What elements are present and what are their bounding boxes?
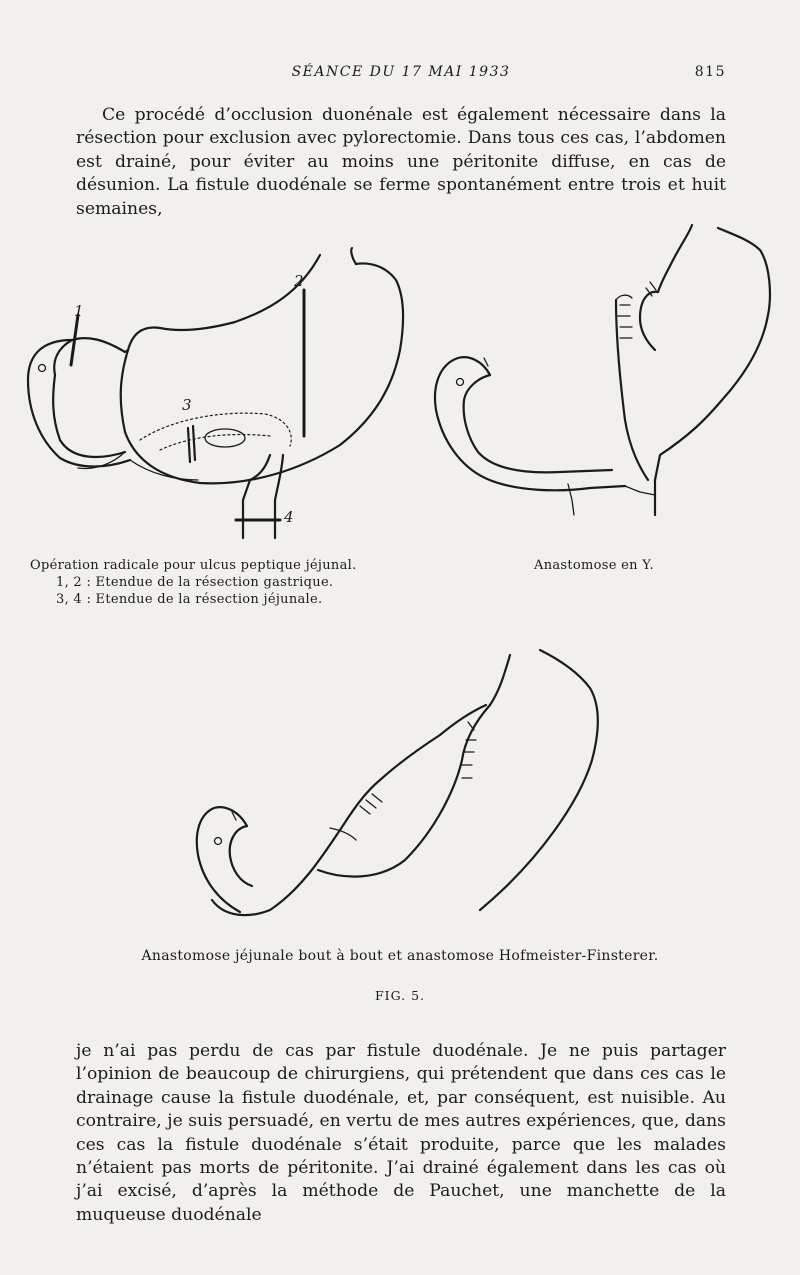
figure-label-2: 2 [294, 272, 304, 290]
caption-left-line-3: 3, 4 : Etendue de la résection jéjunale. [56, 592, 323, 607]
drawing-y-anastomosis [435, 225, 770, 515]
caption-radical-operation [30, 557, 450, 608]
figure-label-4: 4 [284, 508, 294, 526]
paragraph-top-text: Ce procédé d’occlusion duonénale est également nécessaire dans la résection pour exclusion avec pylorectomie. Dans tous ces cas, l’abdomen est drainé, pour éviter au moins une péritonite diffuse, en cas de désunion. La fistule duodénale se ferme spontanément entre trois et huit semaines, [76, 105, 726, 219]
page-number: 815 [694, 64, 726, 80]
caption-left-line-1: Opération radicale pour ulcus peptique jéjunal. [30, 558, 357, 573]
drawing-end-to-end-anastomosis [197, 650, 598, 915]
caption-left-line-2: 1, 2 : Etendue de la résection gastrique. [56, 575, 334, 590]
running-head-title: SÉANCE DU 17 MAI 1933 [291, 64, 511, 80]
drawing-radical-operation [28, 248, 403, 538]
figure-label-1: 1 [74, 302, 84, 320]
paragraph-bottom: je n’ai pas perdu de cas par fistule duodénale. Je ne puis partager l’opinion de beaucoup de chirurgiens, qui prétendent que dans ces cas le drainage cause la fistule duodénale, et, par conséquent, est nuisible. Au contraire, je suis persuadé, en vertu de mes autres expériences, que, dans ces cas la fistule duodénale s’était produite, parce que les malades n’étaient pas morts de péritonite. J’ai drainé également dans les cas où j’ai excisé, d’après la méthode de Pauchet, une manchette de la muqueuse duodénale [76, 1041, 726, 1225]
figure-number: FIG. 5. [374, 988, 426, 1003]
figure-label-3: 3 [182, 396, 192, 414]
caption-y-anastomosis: Anastomose en Y. [534, 558, 654, 573]
caption-end-to-end-anastomosis: Anastomose jéjunale bout à bout et anastomose Hofmeister-Finsterer. [141, 948, 659, 964]
